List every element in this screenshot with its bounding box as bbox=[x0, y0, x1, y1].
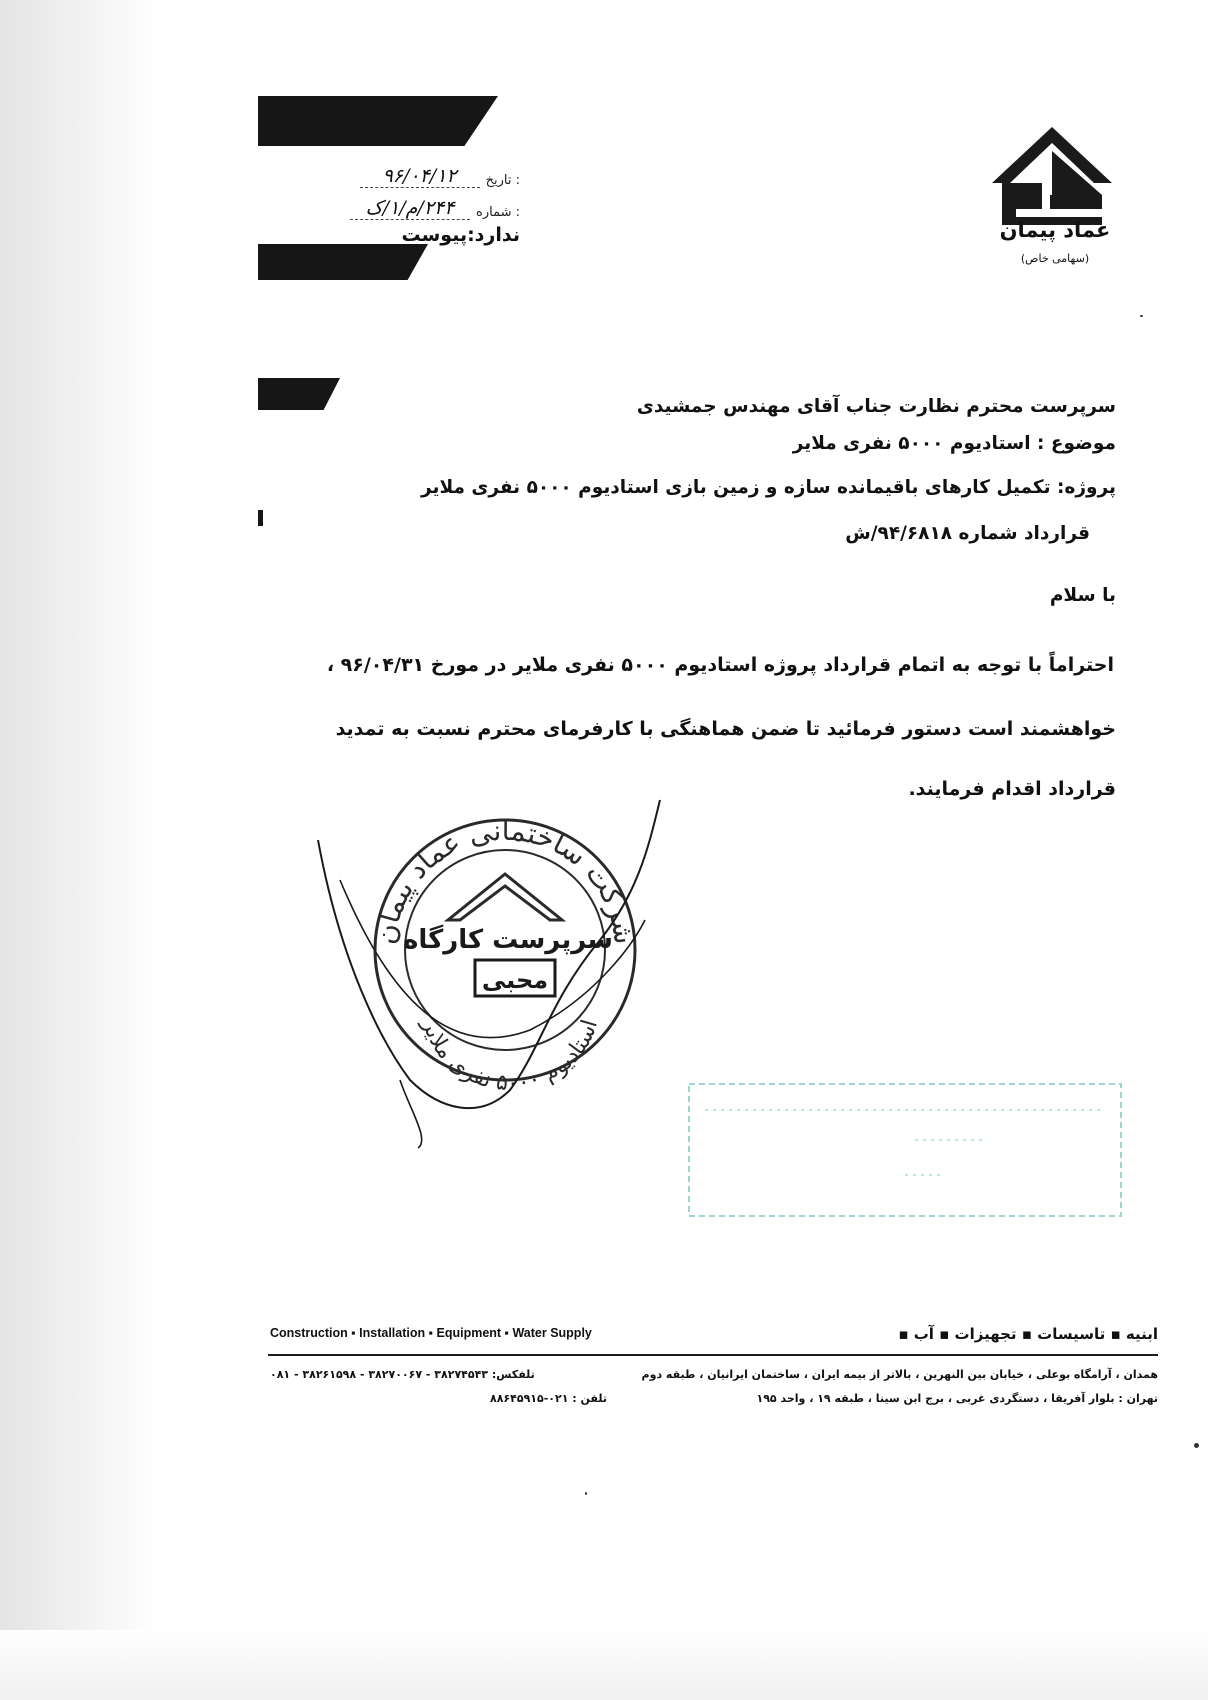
subject-line: موضوع : استادیوم ۵۰۰۰ نفری ملایر bbox=[792, 433, 1116, 454]
hamedan-fax: تلفکس: ۳۸۲۷۴۵۴۳ - ۳۸۲۷۰۰۶۷ - ۳۸۲۶۱۵۹۸ - ۰۸۱ bbox=[270, 1368, 535, 1381]
stamp-role-text: سرپرست کارگاه bbox=[403, 925, 613, 955]
attachment-line: ندارد:پیوست bbox=[401, 224, 520, 246]
company-type: (سهامی خاص) bbox=[1020, 252, 1090, 265]
scan-bottom-shadow bbox=[0, 1630, 1208, 1700]
stamp-bottom-text: استادیوم ۵۰۰۰ نفری ملایر bbox=[416, 1016, 603, 1097]
tehran-address: تهران : بلوار آفریقا ، دستگردی غربی ، برج ابن سینا ، طبقه ۱۹ ، واحد ۱۹۵ bbox=[756, 1392, 1158, 1405]
body-line-1: احتراماً با توجه به اتمام قرارداد پروژه استادیوم ۵۰۰۰ نفری ملایر در مورخ ۹۶/۰۴/۳۱ ، bbox=[326, 654, 1114, 676]
greeting-line: با سلام bbox=[1049, 585, 1116, 606]
number-row bbox=[300, 194, 520, 220]
recipient-line: سرپرست محترم نظارت جناب آقای مهندس جمشیدی bbox=[636, 396, 1116, 417]
number-value: ۲۴۴/م/۱/ک bbox=[350, 197, 470, 220]
header-bar-bottom bbox=[258, 244, 428, 280]
services-english: Construction ▪ Installation ▪ Equipment ▪ Water Supply bbox=[270, 1326, 592, 1340]
body-line-2: خواهشمند است دستور فرمائید تا ضمن هماهنگی با کارفرمای محترم نسبت به تمدید bbox=[335, 718, 1116, 740]
footer-divider bbox=[268, 1354, 1158, 1356]
header-bar-top bbox=[258, 96, 498, 146]
scan-speck bbox=[1194, 1443, 1199, 1448]
scan-speck bbox=[1140, 315, 1143, 317]
number-label: : شماره bbox=[476, 205, 520, 220]
scan-edge-shadow bbox=[0, 0, 160, 1700]
services-persian: ابنیه ▪ تاسیسات ▪ تجهیزات ▪ آب ▪ bbox=[898, 1325, 1158, 1343]
date-value: ۹۶/۰۴/۱۲ bbox=[360, 165, 480, 188]
date-row bbox=[300, 162, 520, 188]
stamp-ring-text: شرکت ساختمانی عماد پیمان bbox=[368, 813, 642, 947]
date-label: : تاریخ bbox=[485, 173, 520, 188]
received-stamp-faint bbox=[685, 1080, 1125, 1220]
scan-speck bbox=[585, 1492, 587, 1495]
stamp-name-text: محبی bbox=[481, 966, 549, 994]
company-name: عماد پیمان bbox=[999, 218, 1111, 242]
tehran-phone: تلفن : ۰۲۱-۸۸۶۴۵۹۱۵ bbox=[490, 1392, 607, 1405]
company-stamp bbox=[300, 790, 700, 1150]
margin-mark bbox=[258, 510, 263, 526]
body-line-3: قرارداد اقدام فرمایند. bbox=[908, 778, 1116, 800]
subject-bar bbox=[258, 378, 340, 410]
contract-line: قرارداد شماره ۹۴/۶۸۱۸/ش bbox=[845, 523, 1090, 544]
hamedan-address: همدان ، آرامگاه بوعلی ، خیابان بین النهرین ، بالاتر از بیمه ایران ، ساختمان ایرانیان ، طبقه دوم bbox=[641, 1368, 1158, 1381]
project-line: پروژه: تکمیل کارهای باقیمانده سازه و زمین بازی استادیوم ۵۰۰۰ نفری ملایر bbox=[421, 477, 1116, 498]
